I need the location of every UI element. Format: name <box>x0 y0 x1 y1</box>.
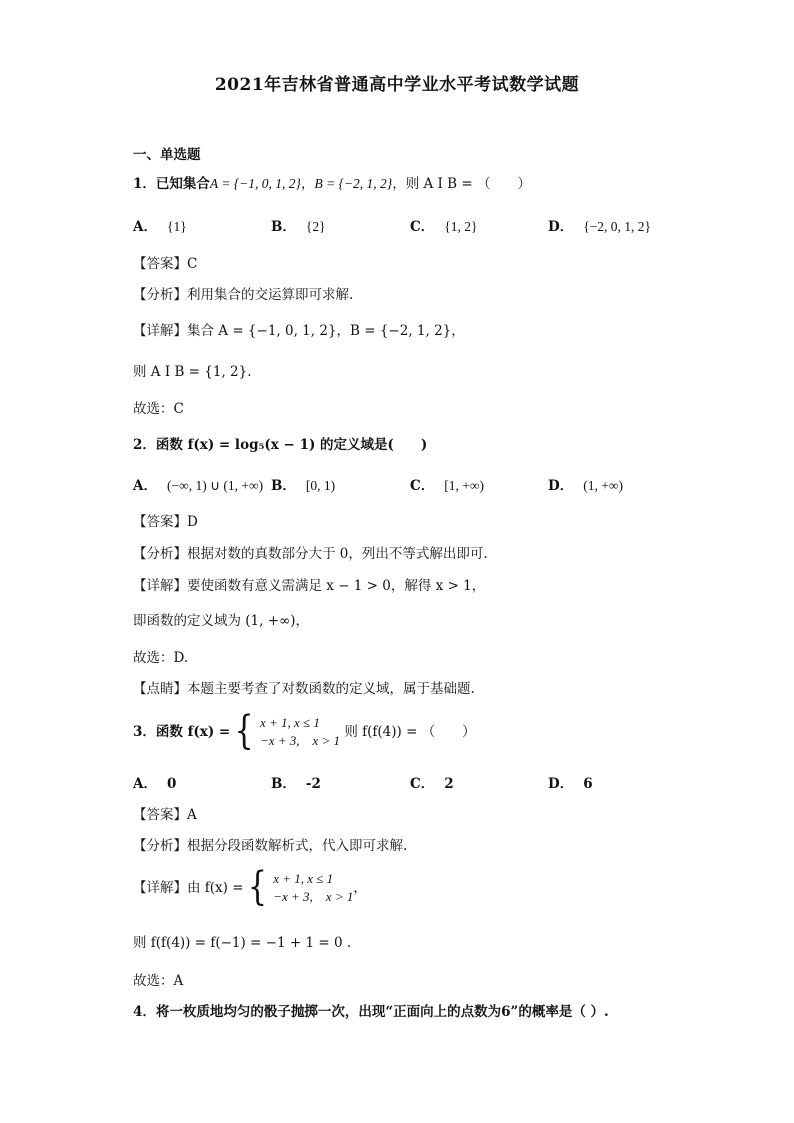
q3-option-b <box>271 774 321 794</box>
q3-stem-post: 则 f(f(4)) = （ ） <box>344 724 476 740</box>
comment-text: 本题主要考查了对数函数的定义域，属于基础题. <box>187 681 475 697</box>
q1-option-d <box>548 217 651 237</box>
option-text: 2 <box>444 776 454 792</box>
q2-detail <box>133 576 485 596</box>
option-label: C． <box>410 776 435 792</box>
q3-step2: 则 f(f(4)) = f(−1) = −1 + 1 = 0 . <box>133 935 352 951</box>
option-text: -2 <box>305 776 321 792</box>
q1-stem <box>133 174 531 194</box>
q3-option-c <box>410 774 454 794</box>
answer-tag: 【答案】 <box>133 807 187 823</box>
section-heading: 一、单选题 <box>133 147 201 163</box>
option-label: D． <box>548 219 574 235</box>
q4-stem: 4．将一枚质地均匀的骰子抛掷一次，出现“正面向上的点数为6”的概率是（ ）. <box>133 1004 609 1020</box>
option-label: B． <box>271 219 296 235</box>
case-2: −x + 3, x > 1 <box>273 889 354 904</box>
option-text: (−∞, 1) ∪ (1, +∞) <box>166 478 264 493</box>
answer-value: C <box>187 256 198 272</box>
option-label: B． <box>271 478 296 494</box>
q2-stem: 2．函数 f(x) = log₅(x − 1) 的定义域是( ) <box>133 437 428 453</box>
answer-value: A <box>187 807 197 823</box>
q2-step2: 即函数的定义域为 (1, +∞)， <box>133 613 310 629</box>
case-1: x + 1, x ≤ 1 <box>259 715 320 730</box>
q2-comment <box>133 679 475 699</box>
q1-set-b: B = {−2, 1, 2} <box>314 176 393 191</box>
option-label: B． <box>271 776 296 792</box>
q3-option-a <box>133 774 176 794</box>
answer-tag: 【答案】 <box>133 514 187 530</box>
q1-sep: ， <box>300 176 315 192</box>
option-text: 6 <box>583 776 593 792</box>
option-text: {−2, 0, 1, 2} <box>583 219 652 234</box>
answer-value: D <box>187 514 198 530</box>
analysis-text: 根据对数的真数部分大于 0，列出不等式解出即可. <box>187 546 488 562</box>
option-text: {1, 2} <box>444 219 478 234</box>
q3-analysis <box>133 836 407 856</box>
q3-option-d <box>548 774 593 794</box>
option-label: A． <box>133 219 157 235</box>
left-brace: { <box>234 708 254 755</box>
detail-pre: 由 f(x) = <box>187 880 244 896</box>
option-label: A． <box>133 478 157 494</box>
option-text: 0 <box>166 776 177 792</box>
option-text: [0, 1) <box>305 478 336 493</box>
option-label: C． <box>410 478 435 494</box>
q2-answer <box>133 512 198 532</box>
detail-tag: 【详解】 <box>133 880 187 896</box>
q2-option-b <box>271 476 335 496</box>
analysis-tag: 【分析】 <box>133 838 187 854</box>
q2-option-c <box>410 476 484 496</box>
q1-choose: 故选：C <box>133 401 184 417</box>
piecewise-cases <box>260 714 340 750</box>
page-title: 2021年吉林省普通高中学业水平考试数学试题 <box>214 75 580 95</box>
option-text: (1, +∞) <box>583 478 623 493</box>
detail-post: ， <box>353 880 367 896</box>
option-label: D． <box>548 776 574 792</box>
q1-analysis <box>133 285 353 305</box>
option-text: {2} <box>305 219 326 234</box>
option-label: C． <box>410 219 435 235</box>
q1-detail <box>133 321 465 341</box>
q1-answer <box>133 254 197 274</box>
comment-tag: 【点睛】 <box>133 681 187 697</box>
q2-choose: 故选：D. <box>133 650 189 666</box>
answer-tag: 【答案】 <box>133 256 187 272</box>
q2-option-a <box>133 476 263 496</box>
option-text: {1} <box>166 219 187 234</box>
q2-option-d <box>548 476 623 496</box>
detail-tag: 【详解】 <box>133 323 187 339</box>
left-brace: { <box>247 864 267 911</box>
option-text: [1, +∞) <box>444 478 484 493</box>
analysis-text: 利用集合的交运算即可求解. <box>187 287 354 303</box>
q3-choose: 故选：A <box>133 973 184 989</box>
option-label: A． <box>133 776 157 792</box>
analysis-text: 根据分段函数解析式，代入即可求解. <box>187 838 408 854</box>
case-1: x + 1, x ≤ 1 <box>273 871 334 886</box>
detail-text: 要使函数有意义需满足 x − 1 > 0，解得 x > 1， <box>187 578 486 594</box>
detail-tag: 【详解】 <box>133 578 187 594</box>
analysis-tag: 【分析】 <box>133 287 187 303</box>
q2-analysis <box>133 544 488 564</box>
q1-step2: 则 A I B = {1, 2}. <box>133 364 252 380</box>
case-2: −x + 3, x > 1 <box>259 733 341 748</box>
q1-option-c <box>410 217 477 237</box>
detail-text: 集合 A = {−1, 0, 1, 2}，B = {−2, 1, 2}， <box>187 323 465 339</box>
q1-set-a: A = {−1, 0, 1, 2} <box>209 176 301 191</box>
q1-stem-text: 1．已知集合 <box>133 176 210 192</box>
option-label: D． <box>548 478 574 494</box>
q1-tail: ，则 A I B = （ ） <box>392 176 531 192</box>
q3-detail <box>133 864 367 911</box>
piecewise-cases <box>273 870 353 906</box>
q1-option-b <box>271 217 326 237</box>
q3-answer <box>133 805 197 825</box>
q3-stem <box>133 708 476 755</box>
q1-option-a <box>133 217 187 237</box>
q3-stem-pre: 3．函数 f(x) = <box>133 724 231 740</box>
analysis-tag: 【分析】 <box>133 546 187 562</box>
